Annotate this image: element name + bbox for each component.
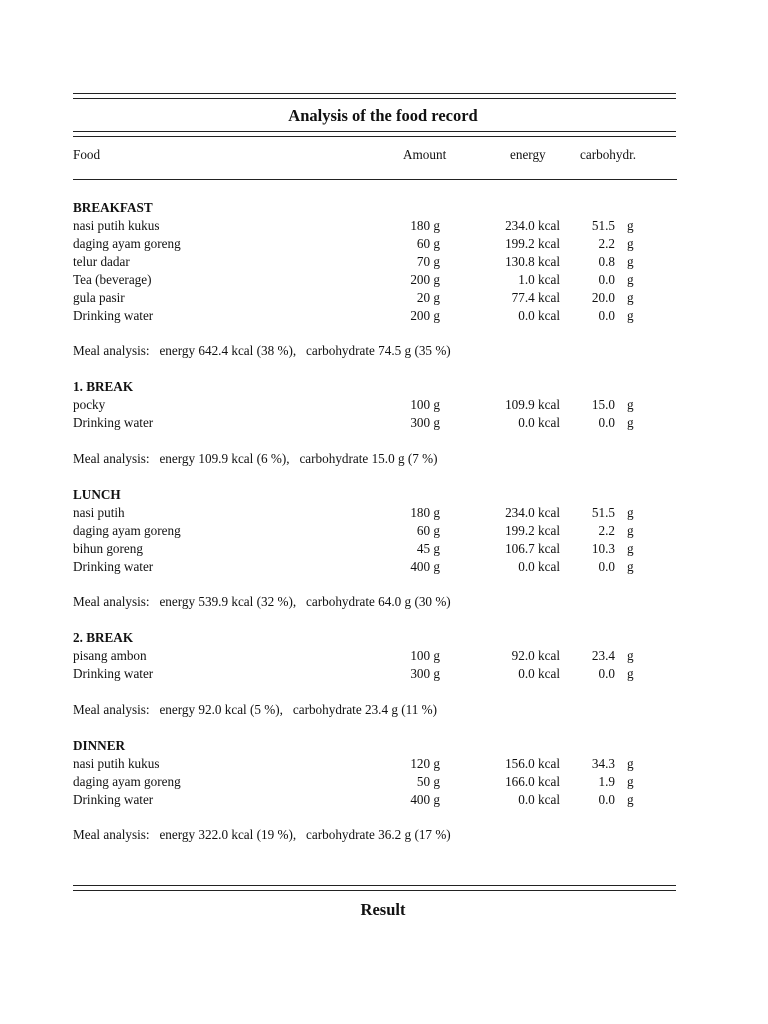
result-title: Result xyxy=(360,900,406,919)
food-energy: 0.0 kcal xyxy=(518,415,560,430)
food-energy: 166.0 kcal xyxy=(505,774,560,789)
food-carb-unit: g xyxy=(627,236,634,251)
food-name: Drinking water xyxy=(73,415,154,430)
food-carb-unit: g xyxy=(627,541,634,556)
double-rule-top xyxy=(73,93,676,99)
food-energy: 156.0 kcal xyxy=(505,756,560,771)
food-carb-unit: g xyxy=(627,415,634,430)
food-name: Drinking water xyxy=(73,792,154,807)
meal-analysis-label: Meal analysis: xyxy=(73,827,150,842)
food-name: nasi putih kukus xyxy=(73,756,160,771)
food-amount: 300 g xyxy=(410,415,440,430)
meal-analysis-energy: energy 322.0 kcal (19 %), xyxy=(159,827,297,842)
food-carb-unit: g xyxy=(627,523,634,538)
food-energy: 0.0 kcal xyxy=(518,792,560,807)
meal-title-break-1: 1. BREAK xyxy=(73,379,134,394)
food-carb: 0.8 xyxy=(598,254,615,269)
food-name: nasi putih xyxy=(73,505,125,520)
food-name: daging ayam goreng xyxy=(73,236,181,251)
food-amount: 180 g xyxy=(410,218,440,233)
food-row xyxy=(0,665,768,683)
meal-title-breakfast: BREAKFAST xyxy=(73,200,153,215)
meal-analysis-break-1 xyxy=(73,450,438,468)
food-row xyxy=(0,253,768,271)
food-name: pisang ambon xyxy=(73,648,147,663)
food-row xyxy=(0,271,768,289)
meal-analysis-carb: carbohydrate 15.0 g (7 %) xyxy=(299,451,438,466)
food-carb: 0.0 xyxy=(598,415,615,430)
food-amount: 200 g xyxy=(410,272,440,287)
meal-analysis-carb: carbohydrate 36.2 g (17 %) xyxy=(306,827,451,842)
food-carb-unit: g xyxy=(627,290,634,305)
meal-analysis-dinner xyxy=(73,826,451,844)
food-carb: 15.0 xyxy=(591,397,615,412)
food-name: Tea (beverage) xyxy=(73,272,152,287)
food-energy: 92.0 kcal xyxy=(511,648,560,663)
food-energy: 1.0 kcal xyxy=(518,272,560,287)
meal-analysis-energy: energy 109.9 kcal (6 %), xyxy=(159,451,290,466)
meal-title-break-2: 2. BREAK xyxy=(73,630,134,645)
food-carb-unit: g xyxy=(627,397,634,412)
food-amount: 60 g xyxy=(416,523,440,538)
food-carb-unit: g xyxy=(627,254,634,269)
meal-analysis-carb: carbohydrate 23.4 g (11 %) xyxy=(292,702,438,717)
meal-analysis-label: Meal analysis: xyxy=(73,451,150,466)
meal-analysis-energy: energy 92.0 kcal (5 %), xyxy=(159,702,283,717)
food-name: pocky xyxy=(73,397,106,412)
food-carb: 23.4 xyxy=(591,648,615,663)
double-rule-header xyxy=(73,131,676,137)
food-amount: 70 g xyxy=(416,254,440,269)
food-carb-unit: g xyxy=(627,308,634,323)
food-carb-unit: g xyxy=(627,505,634,520)
food-energy: 199.2 kcal xyxy=(505,236,560,251)
food-amount: 60 g xyxy=(416,236,440,251)
column-header-energy: energy xyxy=(510,147,546,162)
food-name: Drinking water xyxy=(73,308,154,323)
double-rule-result xyxy=(73,885,676,891)
food-carb-unit: g xyxy=(627,792,634,807)
food-row xyxy=(0,773,768,791)
meal-analysis-carb: carbohydrate 64.0 g (30 %) xyxy=(306,594,451,609)
food-amount: 180 g xyxy=(410,505,440,520)
food-energy: 199.2 kcal xyxy=(505,523,560,538)
food-carb-unit: g xyxy=(627,218,634,233)
food-carb: 0.0 xyxy=(598,559,615,574)
food-carb: 2.2 xyxy=(598,523,615,538)
food-name: Drinking water xyxy=(73,559,154,574)
food-row xyxy=(0,647,768,665)
meal-analysis-label: Meal analysis: xyxy=(73,343,150,358)
food-energy: 234.0 kcal xyxy=(505,505,560,520)
food-carb: 0.0 xyxy=(598,272,615,287)
food-carb-unit: g xyxy=(627,756,634,771)
food-amount: 100 g xyxy=(410,397,440,412)
document-title: Analysis of the food record xyxy=(288,106,478,125)
food-name: daging ayam goreng xyxy=(73,523,181,538)
food-amount: 200 g xyxy=(410,308,440,323)
food-amount: 400 g xyxy=(410,559,440,574)
column-header-carbohydrate: carbohydr. xyxy=(580,147,637,162)
food-row xyxy=(0,235,768,253)
food-row xyxy=(0,414,768,432)
food-row xyxy=(0,791,768,809)
food-energy: 0.0 kcal xyxy=(518,559,560,574)
meal-analysis-break-2 xyxy=(73,701,437,719)
food-energy: 77.4 kcal xyxy=(511,290,560,305)
food-amount: 20 g xyxy=(416,290,440,305)
food-name: telur dadar xyxy=(73,254,130,269)
meal-analysis-breakfast xyxy=(73,342,451,360)
food-name: gula pasir xyxy=(73,290,125,305)
food-carb: 0.0 xyxy=(598,308,615,323)
food-carb: 1.9 xyxy=(598,774,615,789)
food-carb-unit: g xyxy=(627,648,634,663)
food-amount: 50 g xyxy=(416,774,440,789)
food-amount: 100 g xyxy=(410,648,440,663)
food-row xyxy=(0,504,768,522)
food-energy: 130.8 kcal xyxy=(505,254,560,269)
food-carb: 0.0 xyxy=(598,666,615,681)
food-carb: 51.5 xyxy=(591,505,615,520)
meal-title-lunch: LUNCH xyxy=(73,487,121,502)
food-carb: 20.0 xyxy=(591,290,615,305)
column-header-food: Food xyxy=(73,147,101,162)
food-amount: 300 g xyxy=(410,666,440,681)
food-name: nasi putih kukus xyxy=(73,218,160,233)
food-name: daging ayam goreng xyxy=(73,774,181,789)
food-carb: 10.3 xyxy=(591,541,615,556)
meal-analysis-lunch xyxy=(73,593,451,611)
food-carb: 2.2 xyxy=(598,236,615,251)
food-row xyxy=(0,289,768,307)
food-carb: 51.5 xyxy=(591,218,615,233)
food-amount: 400 g xyxy=(410,792,440,807)
food-name: bihun goreng xyxy=(73,541,143,556)
food-energy: 109.9 kcal xyxy=(505,397,560,412)
food-energy: 0.0 kcal xyxy=(518,308,560,323)
food-amount: 120 g xyxy=(410,756,440,771)
food-energy: 234.0 kcal xyxy=(505,218,560,233)
meal-analysis-energy: energy 539.9 kcal (32 %), xyxy=(159,594,297,609)
food-amount: 45 g xyxy=(416,541,440,556)
meal-analysis-label: Meal analysis: xyxy=(73,702,150,717)
food-carb-unit: g xyxy=(627,774,634,789)
food-carb-unit: g xyxy=(627,559,634,574)
meal-analysis-label: Meal analysis: xyxy=(73,594,150,609)
food-row xyxy=(0,522,768,540)
food-row xyxy=(0,396,768,414)
food-energy: 106.7 kcal xyxy=(505,541,560,556)
meal-title-dinner: DINNER xyxy=(73,738,126,753)
food-row xyxy=(0,307,768,325)
column-header-amount: Amount xyxy=(403,147,447,162)
meal-analysis-carb: carbohydrate 74.5 g (35 %) xyxy=(306,343,451,358)
food-row xyxy=(0,558,768,576)
food-energy: 0.0 kcal xyxy=(518,666,560,681)
food-carb-unit: g xyxy=(627,666,634,681)
meal-analysis-energy: energy 642.4 kcal (38 %), xyxy=(159,343,297,358)
food-carb-unit: g xyxy=(627,272,634,287)
food-carb: 0.0 xyxy=(598,792,615,807)
food-row xyxy=(0,540,768,558)
food-carb: 34.3 xyxy=(591,756,615,771)
food-row xyxy=(0,755,768,773)
food-row xyxy=(0,217,768,235)
header-rule xyxy=(73,179,677,180)
food-name: Drinking water xyxy=(73,666,154,681)
